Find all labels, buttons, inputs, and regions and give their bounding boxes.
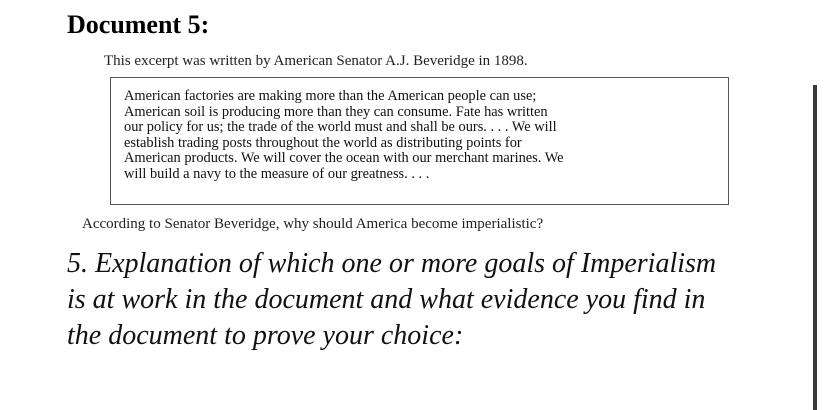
prompt-line: is at work in the document and what evidence you find in [67, 284, 706, 315]
excerpt-line: will build a navy to the measure of our greatness. . . . [124, 165, 430, 182]
excerpt-intro: This excerpt was written by American Senator A.J. Beveridge in 1898. [104, 53, 528, 69]
excerpt-line: American factories are making more than the American people can use; [124, 88, 537, 104]
excerpt-line: establish trading posts throughout the world as distributing points for [124, 134, 522, 151]
document-title: Document 5: [67, 10, 210, 39]
prompt-line: the document to prove your choice: [67, 320, 464, 351]
excerpt-line: American products. We will cover the ocean with our merchant marines. We [124, 150, 564, 166]
excerpt-line: our policy for us; the trade of the world must and shall be ours. . . . We will [124, 119, 557, 135]
explanation-prompt [67, 246, 716, 354]
excerpt-box [110, 77, 729, 205]
document-question: According to Senator Beveridge, why should America become imperialistic? [82, 216, 544, 232]
page-edge-divider [813, 85, 817, 410]
excerpt-line: American soil is producing more than they can consume. Fate has written [124, 103, 548, 120]
prompt-line: 5. Explanation of which one or more goals of Imperialism [67, 248, 717, 279]
excerpt-quote [124, 89, 564, 182]
